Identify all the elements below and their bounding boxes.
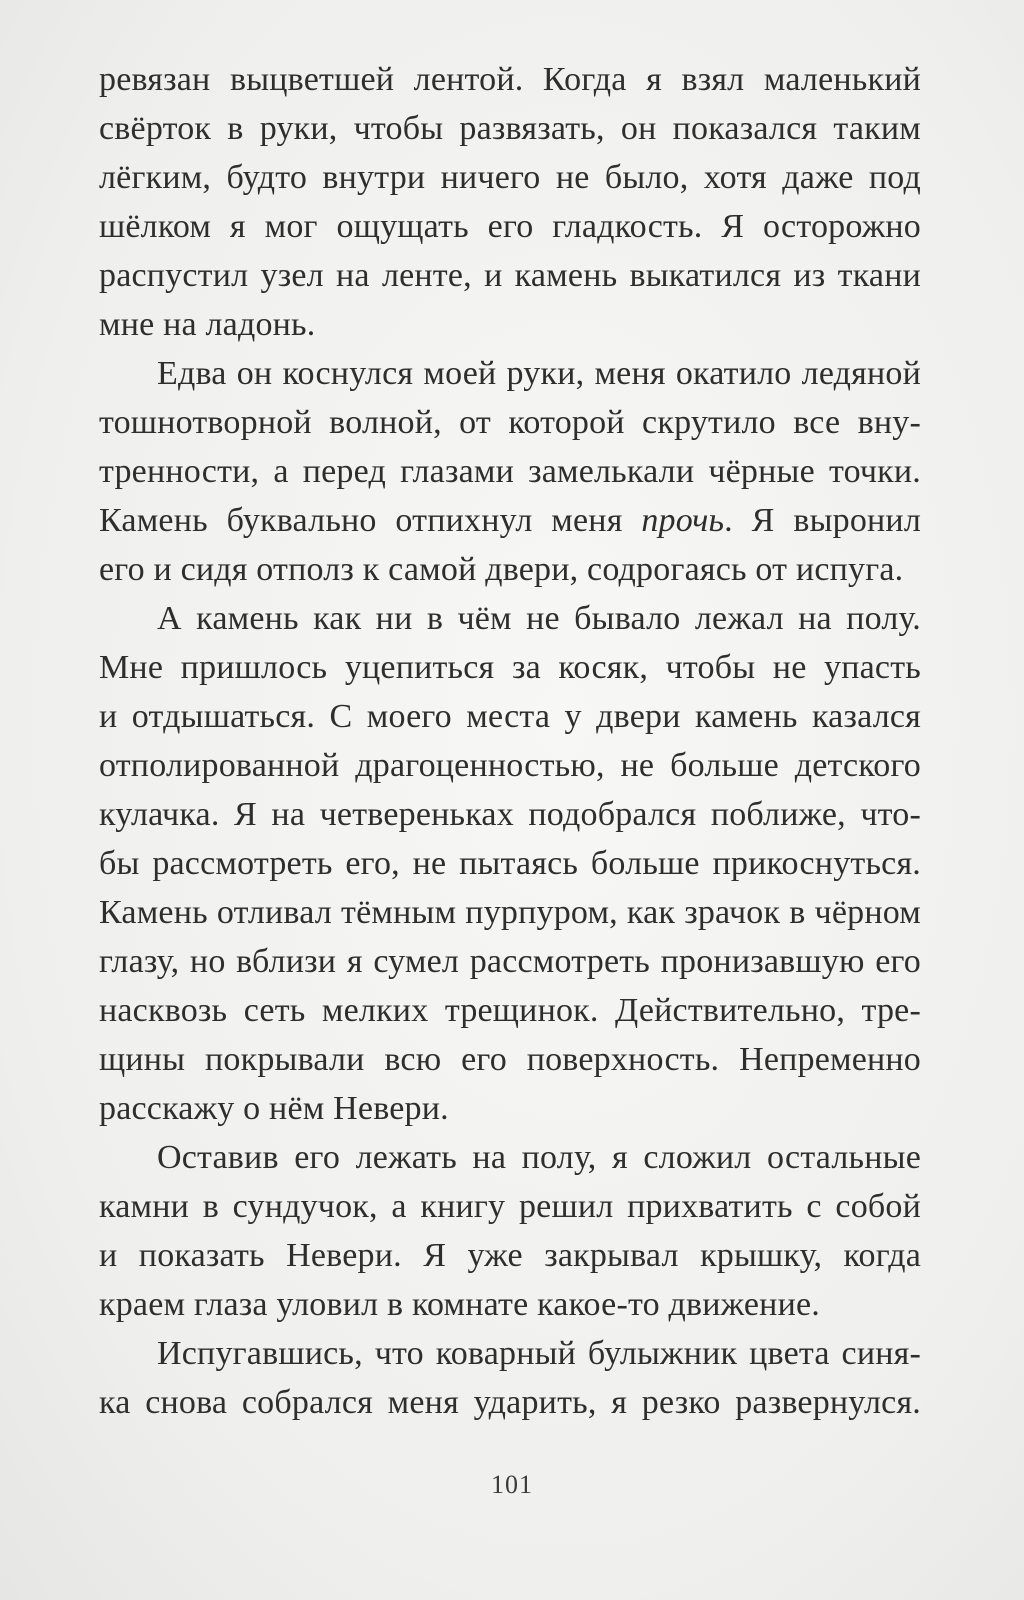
- text-line: распустил узел на ленте, и камень выкатился из ткани: [99, 257, 921, 294]
- text-line: Испугавшись, что коварный булыжник цвета синя-: [157, 1335, 921, 1372]
- text-line: камни в сундучок, а книгу решил прихватить с собой: [99, 1188, 921, 1225]
- text-line: лёгким, будто внутри ничего не было, хотя даже под: [99, 159, 921, 196]
- text-line: ревязан выцветшей лентой. Когда я взял маленький: [99, 61, 921, 98]
- text-line: расскажу о нём Невери.: [99, 1090, 449, 1127]
- text-line: ка снова собрался меня ударить, я резко развернулся.: [99, 1384, 921, 1421]
- text-line: кулачка. Я на четвереньках подобрался поближе, что-: [99, 796, 921, 833]
- text-line: тренности, а перед глазами замелькали чёрные точки.: [99, 453, 921, 490]
- text-segment: . Я выронил: [724, 502, 921, 539]
- text-line: Мне пришлось уцепиться за косяк, чтобы не упасть: [99, 649, 921, 686]
- text-line: бы рассмотреть его, не пытаясь больше прикоснуться.: [99, 845, 921, 882]
- text-line: А камень как ни в чём не бывало лежал на полу.: [157, 600, 921, 637]
- text-line: его и сидя отполз к самой двери, содрогаясь от испуга.: [99, 551, 904, 588]
- text-line: Едва он коснулся моей руки, меня окатило ледяной: [157, 355, 921, 392]
- text-line: Камень отливал тёмным пурпуром, как зрачок в чёрном: [99, 894, 921, 931]
- page-body-text: [99, 55, 921, 1427]
- text-segment: Камень буквально отпихнул меня: [99, 502, 642, 539]
- text-line: глазу, но вблизи я сумел рассмотреть пронизавшую его: [99, 943, 921, 980]
- text-line: отполированной драгоценностью, не больше детского: [99, 747, 921, 784]
- text-line: Оставив его лежать на полу, я сложил остальные: [157, 1139, 921, 1176]
- text-line: щины покрывали всю его поверхность. Непременно: [99, 1041, 921, 1078]
- text-line: насквозь сеть мелких трещинок. Действительно, тре-: [99, 992, 921, 1029]
- page-number: 101: [491, 1470, 533, 1499]
- text-line: тошнотворной волной, от которой скрутило все вну-: [99, 404, 921, 441]
- text-line: и отдышаться. С моего места у двери камень казался: [99, 698, 921, 735]
- text-line: краем глаза уловил в комнате какое-то движение.: [99, 1286, 820, 1323]
- text-line: [99, 496, 921, 545]
- text-line: свёрток в руки, чтобы развязать, он показался таким: [99, 110, 921, 147]
- text-line: и показать Невери. Я уже закрывал крышку, когда: [99, 1237, 921, 1274]
- text-line: мне на ладонь.: [99, 306, 316, 343]
- text-line: шёлком я мог ощущать его гладкость. Я осторожно: [99, 208, 921, 245]
- italic-word: прочь: [641, 502, 725, 539]
